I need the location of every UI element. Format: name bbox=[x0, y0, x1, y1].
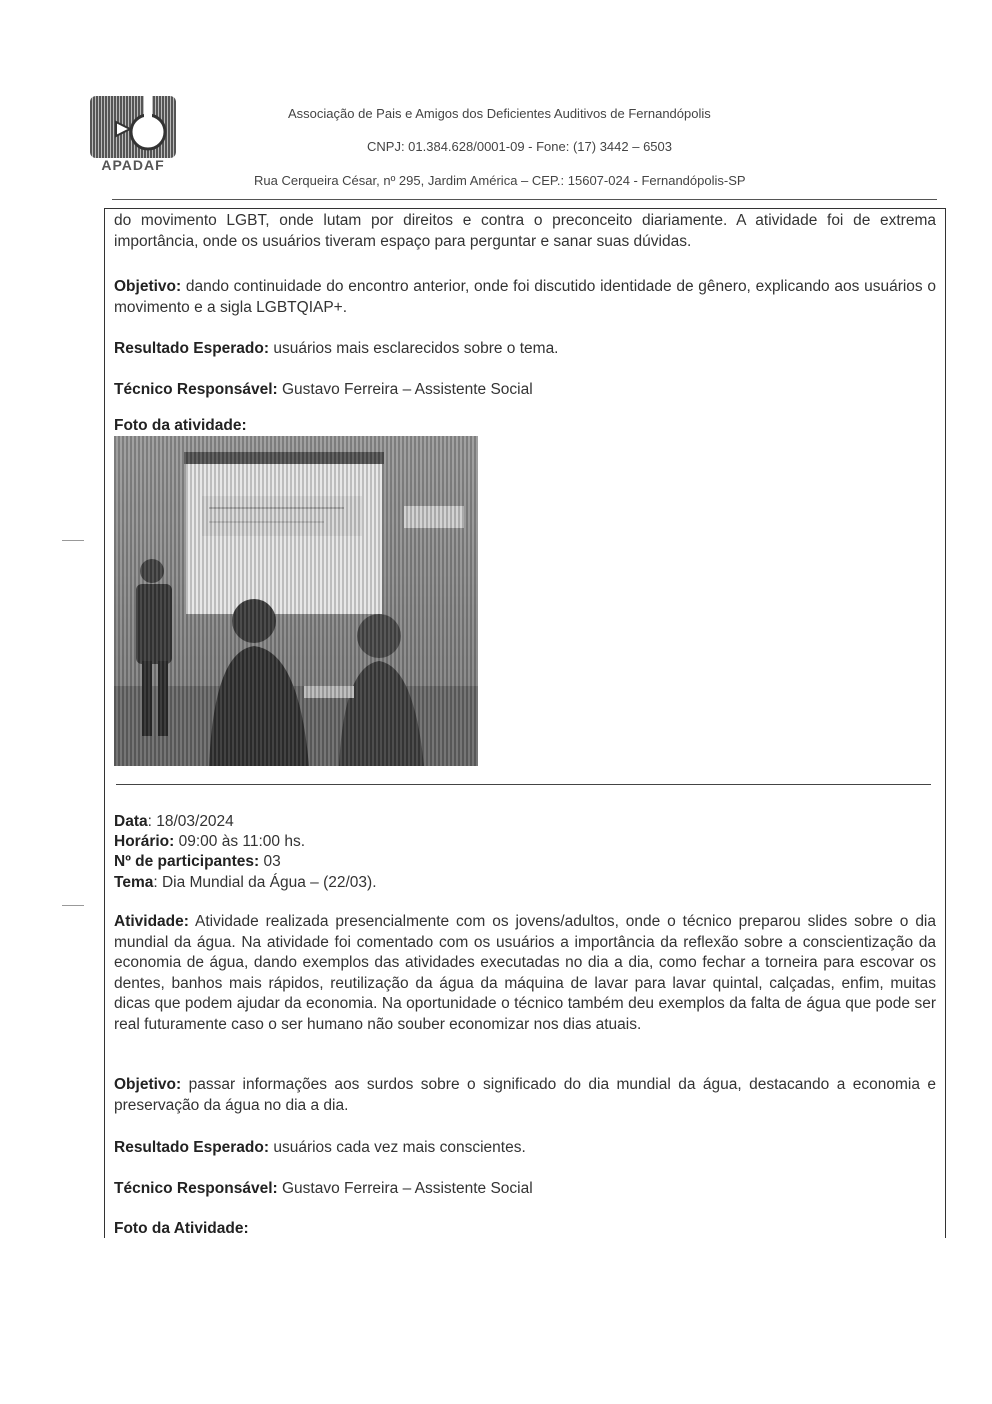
tecnico-label: Técnico Responsável: bbox=[114, 381, 278, 398]
header-divider bbox=[112, 199, 937, 200]
objetivo-paragraph-2 bbox=[114, 1075, 936, 1116]
resultado-label: Resultado Esperado: bbox=[114, 340, 270, 357]
objetivo-text: passar informações aos surdos sobre o significado do dia mundial da água, destacando a economia e preservação da água no dia a dia. bbox=[114, 1076, 936, 1114]
org-name: Associação de Pais e Amigos dos Deficientes Auditivos de Fernandópolis bbox=[288, 106, 711, 121]
tema-line bbox=[114, 873, 377, 894]
atividade-label: Atividade: bbox=[114, 913, 189, 930]
data-value: : 18/03/2024 bbox=[147, 813, 234, 830]
atividade-text: Atividade realizada presencialmente com os jovens/adultos, onde o técnico preparou slides sobre o dia mundial da água. Na atividade foi comentado com os usuários a importância da reflexão sobre a conscientização da economia de água, dando exemplos das atividades executadas no dia a dia, como fechar a torneira para escovar os dentes, banhos mais rápidos, reutilização da água da máquina de lavar para lavar quintal, calçadas, enfim, muitas dicas que podem ajudar da economia. Na oportunidade o técnico também deu exemplos da falta de água que pode ser real futuramente caso o ser humano não souber economizar nos dias atuais. bbox=[114, 913, 936, 1033]
resultado-label: Resultado Esperado: bbox=[114, 1139, 270, 1156]
resultado-text: usuários cada vez mais conscientes. bbox=[269, 1139, 526, 1156]
foto-label-2: Foto da Atividade: bbox=[114, 1220, 249, 1237]
tema-label: Tema bbox=[114, 874, 154, 891]
participantes-line bbox=[114, 852, 281, 873]
scan-mark bbox=[62, 905, 84, 906]
frame-top-border bbox=[104, 208, 946, 209]
atividade-paragraph bbox=[114, 912, 936, 1035]
activity-photo bbox=[114, 436, 478, 766]
objetivo-label: Objetivo: bbox=[114, 1076, 182, 1093]
objetivo-paragraph-1 bbox=[114, 277, 936, 318]
objetivo-label: Objetivo: bbox=[114, 278, 182, 295]
continuation-paragraph: do movimento LGBT, onde lutam por direitos e contra o preconceito diariamente. A atividade foi de extrema importância, onde os usuários tiveram espaço para perguntar e sanar suas dúvidas. bbox=[114, 212, 936, 250]
participantes-value: 03 bbox=[259, 853, 281, 870]
tecnico-text: Gustavo Ferreira – Assistente Social bbox=[277, 1180, 533, 1197]
data-line bbox=[114, 812, 234, 833]
horario-label: Horário: bbox=[114, 833, 175, 850]
frame-right-border bbox=[945, 208, 946, 1238]
tecnico-line-2 bbox=[114, 1179, 533, 1200]
section-divider bbox=[116, 784, 931, 785]
resultado-line-1 bbox=[114, 339, 559, 360]
foto-label-1: Foto da atividade: bbox=[114, 417, 247, 434]
tema-value: : Dia Mundial da Água – (22/03). bbox=[153, 874, 377, 891]
resultado-text: usuários mais esclarecidos sobre o tema. bbox=[269, 340, 559, 357]
tecnico-label: Técnico Responsável: bbox=[114, 1180, 278, 1197]
participantes-label: Nº de participantes: bbox=[114, 853, 260, 870]
data-label: Data bbox=[114, 813, 148, 830]
horario-value: 09:00 às 11:00 hs. bbox=[174, 833, 305, 850]
scan-mark bbox=[62, 540, 84, 541]
resultado-line-2 bbox=[114, 1138, 526, 1159]
logo-text: APADAF bbox=[101, 157, 165, 173]
tecnico-line-1 bbox=[114, 380, 533, 401]
frame-left-border bbox=[104, 208, 105, 1238]
horario-line bbox=[114, 832, 305, 853]
tecnico-text: Gustavo Ferreira – Assistente Social bbox=[277, 381, 533, 398]
apadaf-logo bbox=[90, 96, 176, 158]
objetivo-text: dando continuidade do encontro anterior, onde foi discutido identidade de gênero, explicando aos usuários o movimento e a sigla LGBTQIAP+. bbox=[114, 278, 936, 316]
address: Rua Cerqueira César, nº 295, Jardim América – CEP.: 15607-024 - Fernandópolis-SP bbox=[254, 173, 746, 188]
cnpj-phone: CNPJ: 01.384.628/0001-09 - Fone: (17) 3442 – 6503 bbox=[367, 139, 672, 154]
